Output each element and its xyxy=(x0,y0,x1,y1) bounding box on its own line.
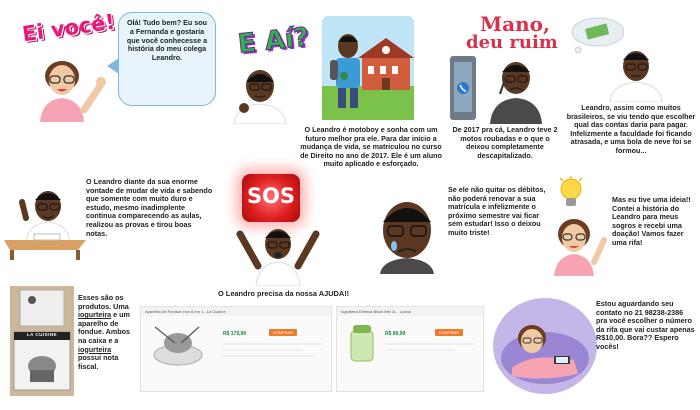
robbed-text: De 2017 pra cá, Leandro teve 2 motos roubadas e o que o deixou completamente descapitalizado. xyxy=(452,125,558,160)
fondue-shop-screenshot xyxy=(140,306,332,392)
brazilians-text: Leandro, assim como muitos brasileiros, se viu tendo que escolher qual das contas daria para pagar. Infelizmente a faculdade foi ficando atrasada, e uma bola de neve foi se formou... xyxy=(566,103,696,155)
fondue-price: R$ 179,99 xyxy=(223,331,247,337)
iogurteira-price: R$ 89,99 xyxy=(385,331,406,337)
motoboy-text: O Leandro é motoboy e sonha com um futuro melhor pra ele. Para dar início a mudança de vida, se matriculou no curso de Direito no ano de 2017. Ele é um aluno muito aplicado e esforçado. xyxy=(300,125,442,169)
school-scene-illustration xyxy=(322,16,414,120)
sos-label: SOS xyxy=(246,184,296,208)
deu-ruim-title: deu ruim xyxy=(466,32,558,53)
iogurteira-buy-button[interactable]: COMPRAR xyxy=(435,329,463,336)
mano-title: Mano, xyxy=(480,12,550,36)
ei-voce-title: Ei você! xyxy=(20,9,117,47)
leandro-thinking-avatar xyxy=(228,62,298,124)
sad-text: Se ele não quitar os débitos, não poderá renovar a sua matrícula e infelizmente o próximo semestre vai ficar sem estudar! Isso o deixou muito triste! xyxy=(448,185,546,237)
fernanda-phone-avatar xyxy=(492,296,598,396)
greeting-bubble: Olá! Tudo bem? Eu sou a Fernanda e gostaria que você conhecesse a história do meu colega Leandro. xyxy=(118,12,216,106)
iogurteira-shop-screenshot xyxy=(336,306,484,392)
fernanda-waving-avatar xyxy=(28,48,108,122)
idea-text: Mas eu tive uma ideia!! Contei a história do Leandro para meus sogros e recebi uma doação! Vamos fazer uma rifa! xyxy=(612,195,691,247)
iogurteira-link-1[interactable]: iogurteira xyxy=(78,310,112,320)
fondue-shop-title: Aparelho de Fondue Inox 8 em 1 - La Cuisine xyxy=(141,307,331,316)
leandro-help-avatar xyxy=(232,222,324,286)
decided-text: O Leandro diante da sua enorme vontade de mudar de vida e sabendo que somente com muito duro e estudo, mesmo inadimplente continua comparecendo as aulas, realizou as provas e tirou boas notas. xyxy=(86,177,213,238)
leandro-studying-avatar xyxy=(4,178,86,260)
fondue-box-photo xyxy=(10,286,74,396)
products-text: Esses são os produtos. Uma iogurteira e um aparelho de fondue. Ambos na caixa e a iogurteira possui nota fiscal. xyxy=(78,293,131,371)
fondue-buy-button[interactable]: COMPRAR xyxy=(269,329,297,336)
fondue-product-image xyxy=(147,321,209,369)
iogurteira-link-2[interactable]: iogurteira xyxy=(78,344,112,354)
e-ai-title: E Aí? xyxy=(236,22,311,60)
leandro-worried-avatar xyxy=(606,44,666,102)
fernanda-idea-avatar xyxy=(546,210,612,276)
iogurteira-shop-title: Iogurteira Elétrica Bivolt Mel 1L - Luana xyxy=(337,307,483,316)
contact-text: Estou aguardando seu contato no 21 98238-2386 pra você escolher o número da rifa que vai custar apenas R$10,00. Bora?? Espero vocês! xyxy=(596,299,695,351)
iogurteira-product-image xyxy=(347,325,377,365)
needs-help-text: O Leandro precisa da nossa AJUDA!! xyxy=(218,289,350,298)
leandro-phone-avatar xyxy=(448,54,552,124)
lightbulb-icon xyxy=(558,176,584,210)
box-brand-label: LA CUISINE xyxy=(26,332,58,337)
leandro-sad-avatar xyxy=(372,194,442,274)
